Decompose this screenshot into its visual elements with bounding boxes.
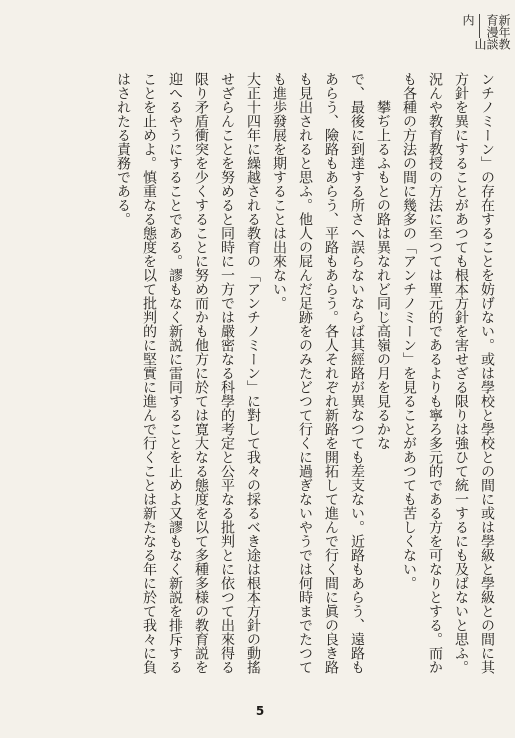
running-title: 新年教育漫談――山内 xyxy=(461,14,511,50)
page-number: 5 xyxy=(255,704,265,718)
paragraph-2: で、最後に到達する所さへ誤らないならば其經路が異なつても差支ない。近路もあらう、遠路もあらう、險路もあらう、平路もあらう。各人それぞれ新路を開拓して進んで行く間に眞の良き路も見出されると思ふ。他人の屁んだ足跡をのみたどつて行くに過ぎないやうでは何時までたつても進歩發展を期することは出來ない。 xyxy=(271,72,365,674)
paragraph-3: 大正十四年に繰越される教育の「アンチノミーン」に對して我々の採るべき途は根本方針の動搖せざらんことを努めると同時に一方では嚴密なる科學的考定と公平なる批判とに依つて出來得る限り矛盾衝突を少くすることに努め而かも他方に於ては寛大なる態度を以て多種多様の教育説を迎へるやうにすることである。謬もなく新説に雷同することを止めよ又謬もなく新説を排斥することを止めよ。慎重なる態度を以て批判的に堅實に進んで行くことは新たなる年に於て我々に負はされたる責務である。 xyxy=(115,72,261,674)
paragraph-1: ンチノミーン」の存在することを妨げない。或は學校と學校との間に或は學級と學級との間に其方針を異にすることがあつても根本方針を害せざる限りは強ひて統一するにも及ばないと思ふ。況んや教育教授の方法に至つては單元的であるよりも寧ろ多元的である方を可なりとする。而かも各種の方法の間に幾多の「アンチノミーン」を見ることがあつても苦しくない。 xyxy=(401,72,495,674)
body-text xyxy=(60,72,500,684)
poem-line: 攀ぢ上るふもとの路は異なれど同じ高嶺の月を見るかな xyxy=(375,100,391,450)
page-header xyxy=(8,14,510,54)
